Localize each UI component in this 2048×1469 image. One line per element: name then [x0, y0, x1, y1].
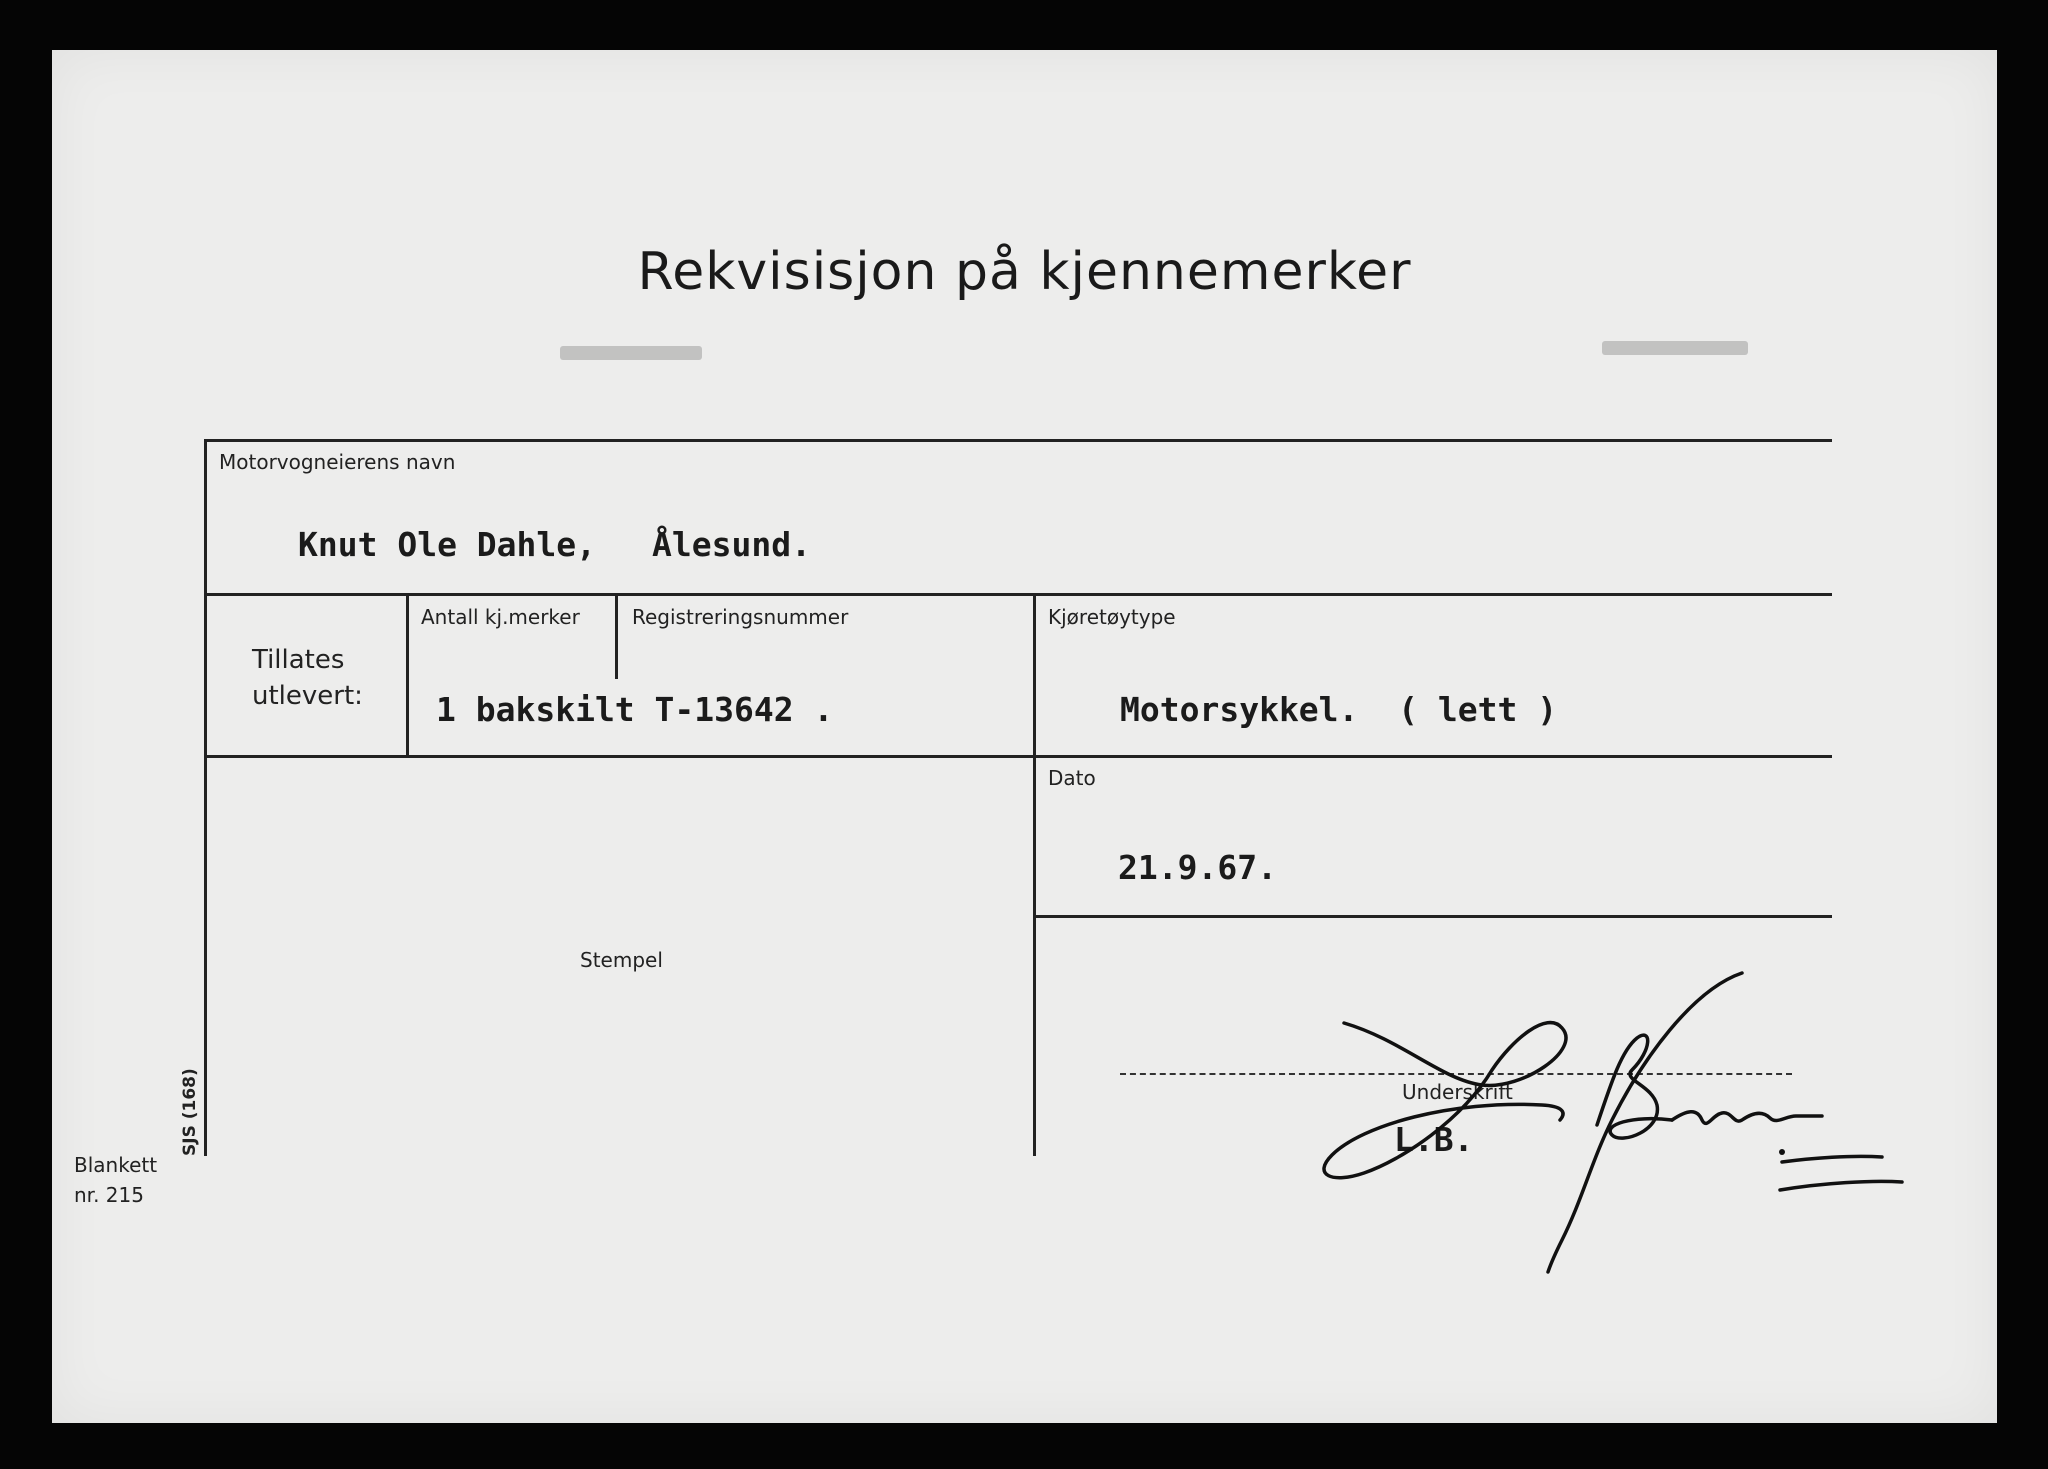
count-label: Antall kj.merker [421, 605, 580, 629]
ink-smudge [560, 346, 702, 360]
column-divider [406, 596, 409, 755]
column-divider [615, 596, 618, 679]
date-value: 21.9.67. [1118, 848, 1277, 887]
ink-smudge [1602, 341, 1748, 355]
table-left-border [204, 439, 207, 1156]
plates-value: 1 bakskilt T-13642 . [436, 690, 834, 729]
registration-label: Registreringsnummer [632, 605, 849, 629]
blank-label-line2: nr. 215 [74, 1183, 144, 1207]
owner-name-value: Knut Ole Dahle, [298, 525, 597, 564]
printer-code: SJS (168) [180, 1068, 200, 1156]
vehicle-type-value: Motorsykkel. ( lett ) [1120, 690, 1558, 729]
date-bottom-border [1036, 915, 1832, 918]
form-title: Rekvisisjon på kjennemerker [637, 242, 1412, 302]
owner-name-label: Motorvogneierens navn [219, 450, 456, 474]
stamp-label: Stempel [580, 948, 663, 972]
table-top-border [204, 439, 1832, 442]
initials-value: L.B. [1394, 1120, 1474, 1159]
column-divider [1033, 596, 1036, 1156]
handwritten-signature [1292, 930, 1912, 1310]
date-label: Dato [1048, 766, 1096, 790]
row-divider [207, 593, 1832, 596]
signature-label: Underskrift [1402, 1080, 1513, 1104]
blank-label-line1: Blankett [74, 1153, 158, 1177]
permitted-label-line2: utlevert: [252, 681, 363, 711]
row-divider [207, 755, 1832, 758]
permitted-label-line1: Tillates [252, 645, 345, 675]
owner-city-value: Ålesund. [652, 525, 811, 564]
document-sheet [52, 50, 1997, 1423]
vehicle-type-label: Kjøretøytype [1048, 605, 1176, 629]
